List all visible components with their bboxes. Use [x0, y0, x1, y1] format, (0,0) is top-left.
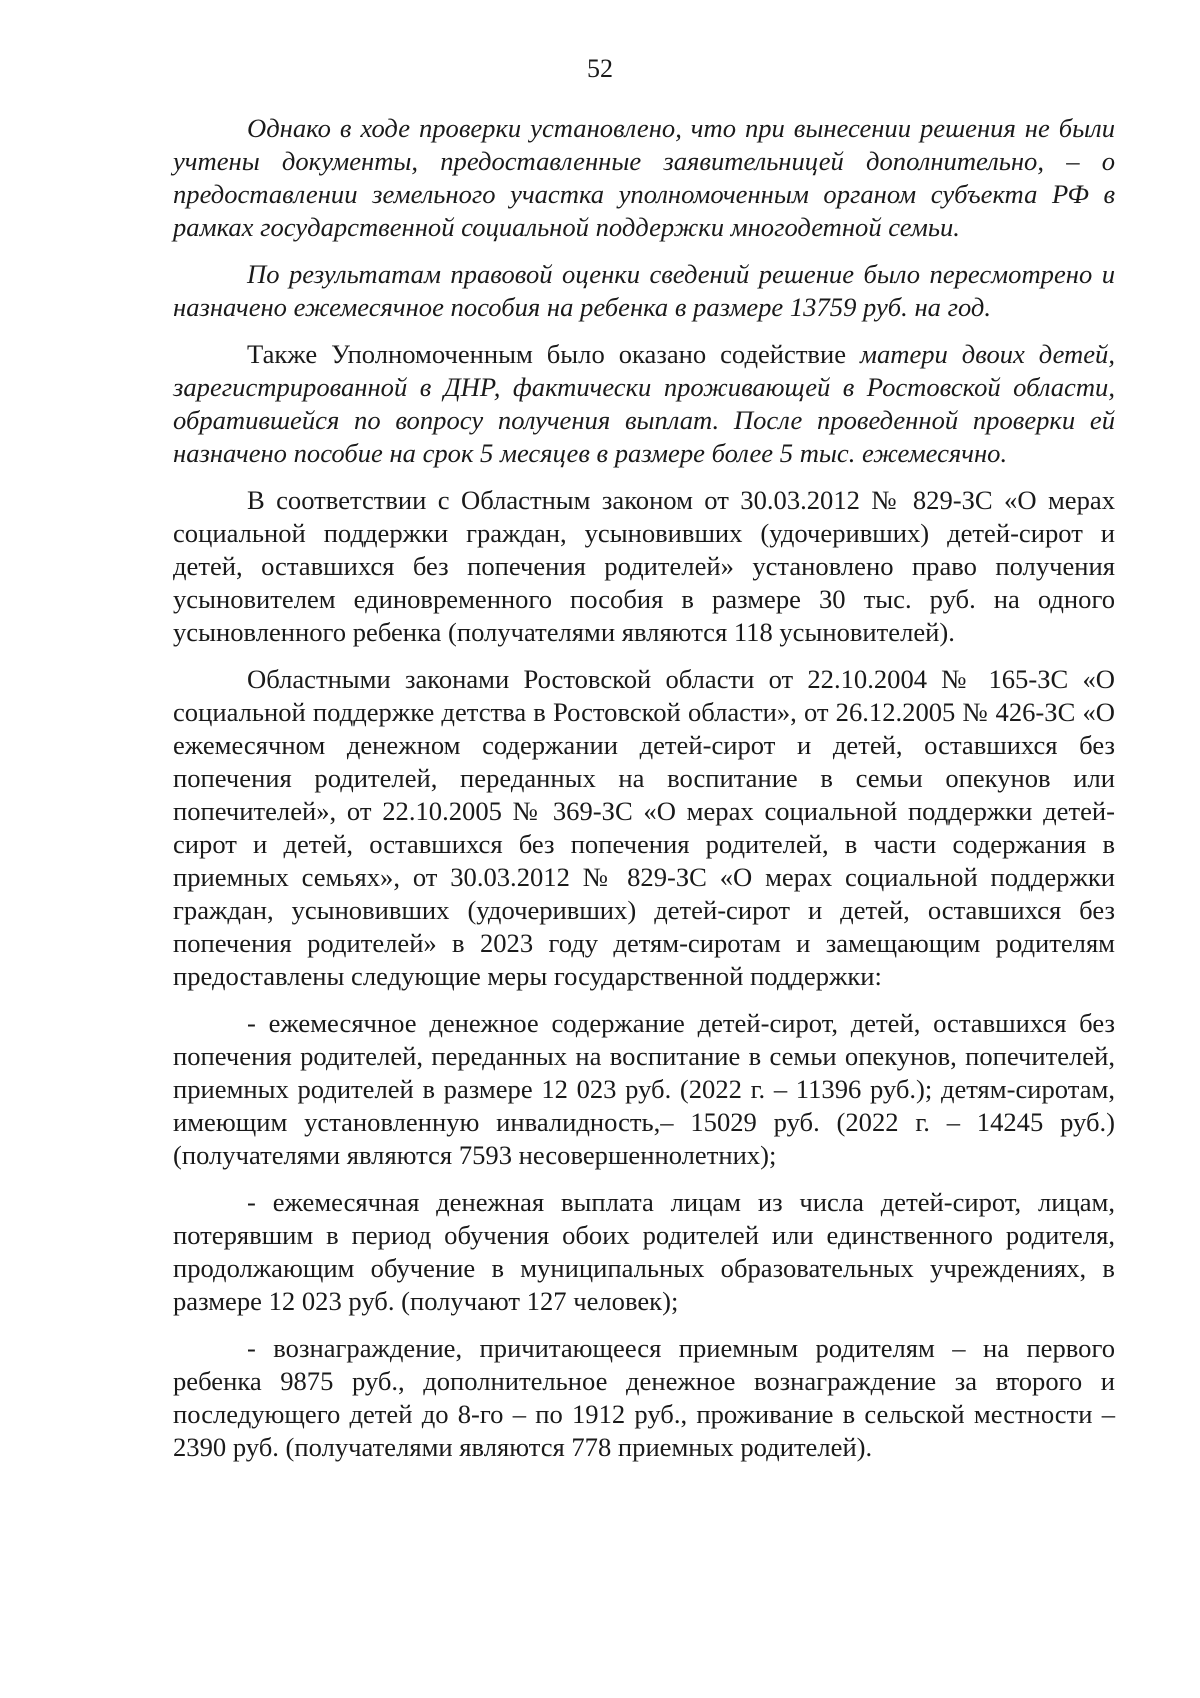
list-item-monthly-maintenance: - ежемесячное денежное содержание детей-сирот, детей, оставшихся без попечения родителей, переданных на воспитание в семьи опекунов, попечителей, приемных родителей в размере 12 023 руб. (2022 г. – 11396 руб.); детям-сиротам, имеющим установленную инвалидность,– 15029 руб. (2022 г. – 14245 руб.) (получателями являются 7593 несовершеннолетних);: [173, 1008, 1115, 1170]
paragraph-italic-text: матери двоих детей, зарегистрированной в ДНР, фактически проживающей в Ростовской области, обратившейся по вопросу получения выплат. После проведенной проверки ей назначено пособие на срок 5 месяцев в размере более 5 тыс. ежемесячно.: [173, 339, 1115, 468]
paragraph-regional-laws: Областными законами Ростовской области от 22.10.2004 № 165-ЗС «О социальной поддержке детства в Ростовской области», от 26.12.2005 № 426-ЗС «О ежемесячном денежном содержании детей-сирот и детей, оставшихся без попечения родителей, переданных на воспитание в семьи опекунов или попечителей», от 22.10.2005 № 369-ЗС «О мерах социальной поддержки детей-сирот и детей, оставшихся без попечения родителей, в части содержания в приемных семьях», от 30.03.2012 № 829-ЗС «О мерах социальной поддержки граждан, усыновивших (удочеривших) детей-сирот и детей, оставшихся без попечения родителей» в 2023 году детям-сиротам и замещающим родителям предоставлены следующие меры государственной поддержки:: [173, 664, 1115, 991]
paragraph-review-result: Однако в ходе проверки установлено, что при вынесении решения не были учтены документы, предоставленные заявительницей дополнительно, – о предоставлении земельного участка уполномоченным органом субъекта РФ в рамках государственной социальной поддержки многодетной семьи.: [173, 113, 1115, 242]
document-body: [173, 112, 1115, 1478]
list-item-monthly-payment: - ежемесячная денежная выплата лицам из числа детей-сирот, лицам, потерявшим в период обучения обоих родителей или единственного родителя, продолжающим обучение в муниципальных образовательных учреждениях, в размере 12 023 руб. (получают 127 человек);: [173, 1187, 1115, 1316]
paragraph-ombudsman-assistance: [173, 338, 1115, 470]
list-item-foster-reward: - вознаграждение, причитающееся приемным родителям – на первого ребенка 9875 руб., дополнительное денежное вознаграждение за второго и последующего детей до 8-го – по 1912 руб., проживание в сельской местности – 2390 руб. (получателями являются 778 приемных родителей).: [173, 1333, 1115, 1462]
paragraph-lead-text: Также Уполномоченным было оказано содействие: [247, 339, 860, 369]
page-number: 52: [587, 54, 613, 83]
paragraph-adoption-law: В соответствии с Областным законом от 30.03.2012 № 829-ЗС «О мерах социальной поддержки граждан, усыновивших (удочеривших) детей-сирот и детей, оставшихся без попечения родителей» установлено право получения усыновителем единовременного пособия в размере 30 тыс. руб. на одного усыновленного ребенка (получателями являются 118 усыновителей).: [173, 485, 1115, 647]
paragraph-benefit-reassigned: По результатам правовой оценки сведений решение было пересмотрено и назначено ежемесячное пособия на ребенка в размере 13759 руб. на год.: [173, 259, 1115, 322]
